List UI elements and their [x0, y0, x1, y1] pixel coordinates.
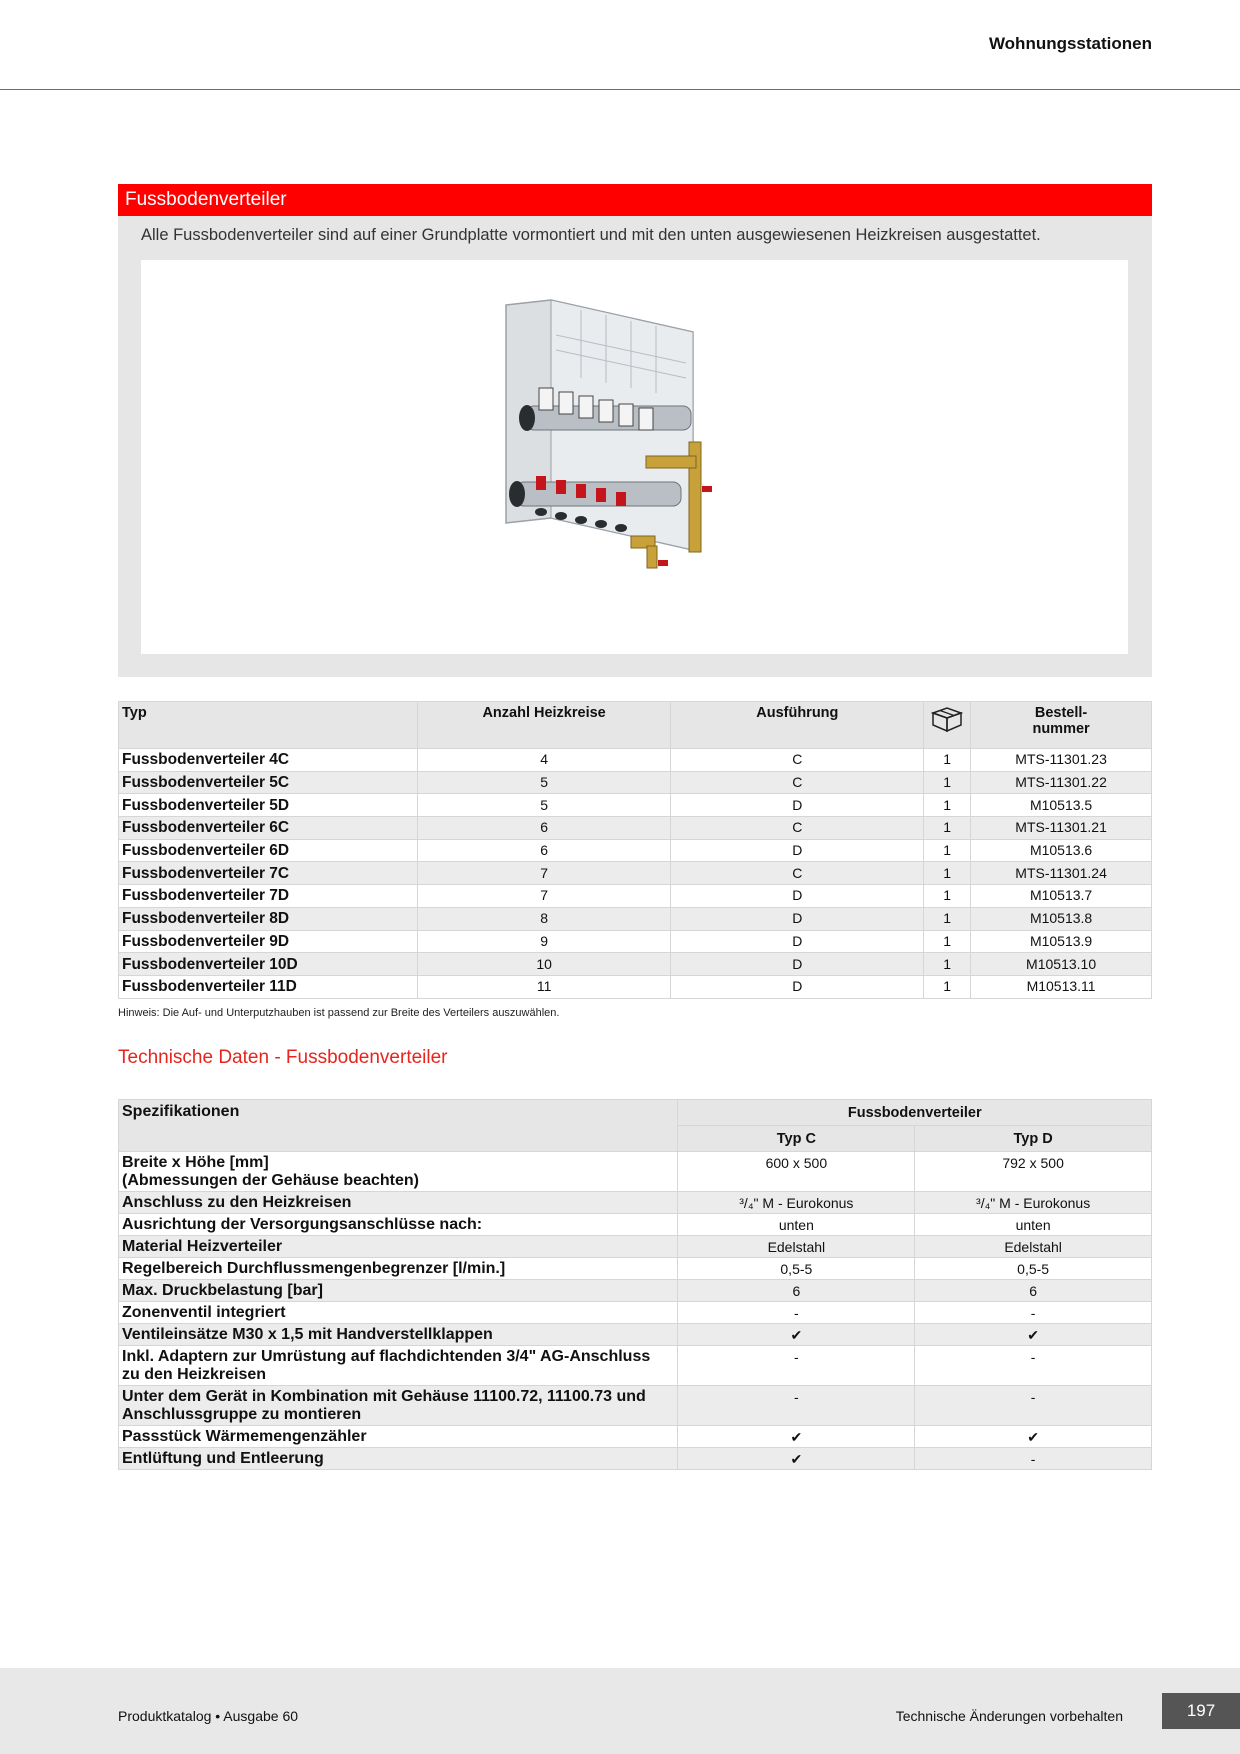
cell-typ: Fussbodenverteiler 5D [119, 794, 418, 817]
spec-row [119, 1236, 1152, 1258]
cell-anzahl: 5 [417, 794, 671, 817]
spec-value-d: - [915, 1386, 1152, 1426]
spec-row [119, 1214, 1152, 1236]
footer-disclaimer: Technische Änderungen vorbehalten [895, 1708, 1123, 1724]
table-row [119, 975, 1152, 998]
cell-menge: 1 [924, 953, 971, 976]
spec-value-d: - [915, 1346, 1152, 1386]
cell-ausfuehrung: C [671, 771, 924, 794]
product-image [141, 260, 1128, 654]
cell-typ: Fussbodenverteiler 4C [119, 749, 418, 772]
spec-label: Zonenventil integriert [119, 1302, 678, 1324]
spec-group-header: Fussbodenverteiler [678, 1100, 1152, 1126]
cell-typ: Fussbodenverteiler 7C [119, 862, 418, 885]
cell-bestellnummer: M10513.9 [971, 930, 1152, 953]
cell-bestellnummer: MTS-11301.23 [971, 749, 1152, 772]
header-title: Wohnungsstationen [988, 34, 1152, 53]
cell-menge: 1 [924, 930, 971, 953]
cell-typ: Fussbodenverteiler 5C [119, 771, 418, 794]
spec-col-typ-c: Typ C [678, 1126, 915, 1152]
table-row [119, 907, 1152, 930]
cell-bestellnummer: MTS-11301.24 [971, 862, 1152, 885]
cell-anzahl: 9 [417, 930, 671, 953]
spec-table [118, 1099, 1152, 1470]
spec-label: Ventileinsätze M30 x 1,5 mit Handverstellklappen [119, 1324, 678, 1346]
table-row [119, 749, 1152, 772]
spec-value-c: ✔ [678, 1426, 915, 1448]
spec-value-c: - [678, 1346, 915, 1386]
spec-value-d: 6 [915, 1280, 1152, 1302]
spec-label: Ausrichtung der Versorgungsanschlüsse nach: [119, 1214, 678, 1236]
footer [0, 1668, 1240, 1754]
cell-menge: 1 [924, 839, 971, 862]
cell-bestellnummer: M10513.10 [971, 953, 1152, 976]
col-typ: Typ [119, 702, 418, 749]
spec-value-d: ✔ [915, 1324, 1152, 1346]
spec-header-row [119, 1100, 1152, 1126]
cell-menge: 1 [924, 885, 971, 908]
table-row [119, 885, 1152, 908]
spec-value-d: 0,5-5 [915, 1258, 1152, 1280]
cell-typ: Fussbodenverteiler 6C [119, 817, 418, 840]
cell-ausfuehrung: D [671, 953, 924, 976]
cell-anzahl: 5 [417, 771, 671, 794]
cell-ausfuehrung: C [671, 817, 924, 840]
cell-bestellnummer: M10513.8 [971, 907, 1152, 930]
spec-row [119, 1324, 1152, 1346]
cell-bestellnummer: M10513.11 [971, 975, 1152, 998]
spec-value-c: ✔ [678, 1324, 915, 1346]
spec-label: Material Heizverteiler [119, 1236, 678, 1258]
footer-catalog: Produktkatalog • Ausgabe 60 [118, 1708, 299, 1724]
spec-row [119, 1448, 1152, 1470]
spec-value-d: ³/₄" M - Eurokonus [915, 1192, 1152, 1214]
spec-value-d: - [915, 1302, 1152, 1324]
cell-menge: 1 [924, 817, 971, 840]
spec-value-c: 600 x 500 [678, 1152, 915, 1192]
spec-value-c: ✔ [678, 1448, 915, 1470]
spec-row [119, 1258, 1152, 1280]
spec-value-c: - [678, 1302, 915, 1324]
spec-value-d: - [915, 1448, 1152, 1470]
cell-anzahl: 6 [417, 839, 671, 862]
spec-row [119, 1152, 1152, 1192]
cell-typ: Fussbodenverteiler 11D [119, 975, 418, 998]
cell-typ: Fussbodenverteiler 8D [119, 907, 418, 930]
table-row [119, 817, 1152, 840]
cell-ausfuehrung: C [671, 749, 924, 772]
cell-typ: Fussbodenverteiler 9D [119, 930, 418, 953]
table-row [119, 953, 1152, 976]
spec-value-c: - [678, 1386, 915, 1426]
cell-menge: 1 [924, 975, 971, 998]
cell-menge: 1 [924, 749, 971, 772]
spec-row [119, 1280, 1152, 1302]
col-anzahl-heizkreise: Anzahl Heizkreise [417, 702, 671, 749]
cell-typ: Fussbodenverteiler 6D [119, 839, 418, 862]
cell-anzahl: 8 [417, 907, 671, 930]
table-row [119, 839, 1152, 862]
spec-col-typ-d: Typ D [915, 1126, 1152, 1152]
table-header-row [119, 702, 1152, 749]
spec-label: Entlüftung und Entleerung [119, 1448, 678, 1470]
cell-ausfuehrung: D [671, 839, 924, 862]
cell-ausfuehrung: D [671, 975, 924, 998]
cell-bestellnummer: M10513.5 [971, 794, 1152, 817]
spec-value-d: 792 x 500 [915, 1152, 1152, 1192]
cell-bestellnummer: MTS-11301.21 [971, 817, 1152, 840]
spec-row [119, 1346, 1152, 1386]
cell-menge: 1 [924, 862, 971, 885]
cell-ausfuehrung: D [671, 794, 924, 817]
col-bestellnummer: Bestell- nummer [971, 702, 1152, 749]
cell-anzahl: 4 [417, 749, 671, 772]
table-row [119, 771, 1152, 794]
section-intro: Alle Fussbodenverteiler sind auf einer Grundplatte vormontiert und mit den unten ausgewiesenen Heizkreisen ausgestattet. [141, 226, 1041, 244]
cell-menge: 1 [924, 771, 971, 794]
cell-anzahl: 6 [417, 817, 671, 840]
note-text: Hinweis: Die Auf- und Unterputzhauben ist passend zur Breite des Verteilers auszuwählen. [118, 1007, 560, 1019]
cell-bestellnummer: M10513.7 [971, 885, 1152, 908]
spec-label: Anschluss zu den Heizkreisen [119, 1192, 678, 1214]
page-number: 197 [1162, 1693, 1240, 1729]
spec-value-c: 0,5-5 [678, 1258, 915, 1280]
cell-bestellnummer: MTS-11301.22 [971, 771, 1152, 794]
cell-ausfuehrung: D [671, 885, 924, 908]
spec-value-c: ³/₄" M - Eurokonus [678, 1192, 915, 1214]
cell-ausfuehrung: D [671, 907, 924, 930]
spec-value-c: 6 [678, 1280, 915, 1302]
spec-value-d: unten [915, 1214, 1152, 1236]
spec-label: Regelbereich Durchflussmengenbegrenzer [l/min.] [119, 1258, 678, 1280]
product-table [118, 701, 1152, 999]
spec-row [119, 1192, 1152, 1214]
table-row [119, 930, 1152, 953]
table-row [119, 794, 1152, 817]
cell-anzahl: 10 [417, 953, 671, 976]
spec-row [119, 1426, 1152, 1448]
product-section [118, 184, 1152, 677]
spec-label: Passstück Wärmemengenzähler [119, 1426, 678, 1448]
spec-label: Max. Druckbelastung [bar] [119, 1280, 678, 1302]
spec-header-label: Spezifikationen [119, 1100, 678, 1152]
spec-value-c: unten [678, 1214, 915, 1236]
cell-typ: Fussbodenverteiler 7D [119, 885, 418, 908]
cell-anzahl: 7 [417, 862, 671, 885]
tech-title: Technische Daten - Fussbodenverteiler [118, 1047, 448, 1068]
cell-ausfuehrung: D [671, 930, 924, 953]
spec-label: Breite x Höhe [mm] (Abmessungen der Gehäuse beachten) [119, 1152, 678, 1192]
spec-value-d: Edelstahl [915, 1236, 1152, 1258]
cell-typ: Fussbodenverteiler 10D [119, 953, 418, 976]
cell-ausfuehrung: C [671, 862, 924, 885]
spec-label: Inkl. Adaptern zur Umrüstung auf flachdichtenden 3/4" AG-Anschluss zu den Heizkreisen [119, 1346, 678, 1386]
package-icon [924, 702, 971, 749]
cell-bestellnummer: M10513.6 [971, 839, 1152, 862]
spec-value-c: Edelstahl [678, 1236, 915, 1258]
section-heading: Fussbodenverteiler [118, 184, 1152, 216]
spec-label: Unter dem Gerät in Kombination mit Gehäuse 11100.72, 11100.73 und Anschlussgruppe zu montieren [119, 1386, 678, 1426]
cell-anzahl: 7 [417, 885, 671, 908]
cell-menge: 1 [924, 907, 971, 930]
header-divider [0, 89, 1240, 90]
manifold-illustration [141, 260, 1128, 654]
cell-anzahl: 11 [417, 975, 671, 998]
spec-row [119, 1302, 1152, 1324]
table-row [119, 862, 1152, 885]
col-ausfuehrung: Ausführung [671, 702, 924, 749]
spec-row [119, 1386, 1152, 1426]
spec-value-d: ✔ [915, 1426, 1152, 1448]
cell-menge: 1 [924, 794, 971, 817]
